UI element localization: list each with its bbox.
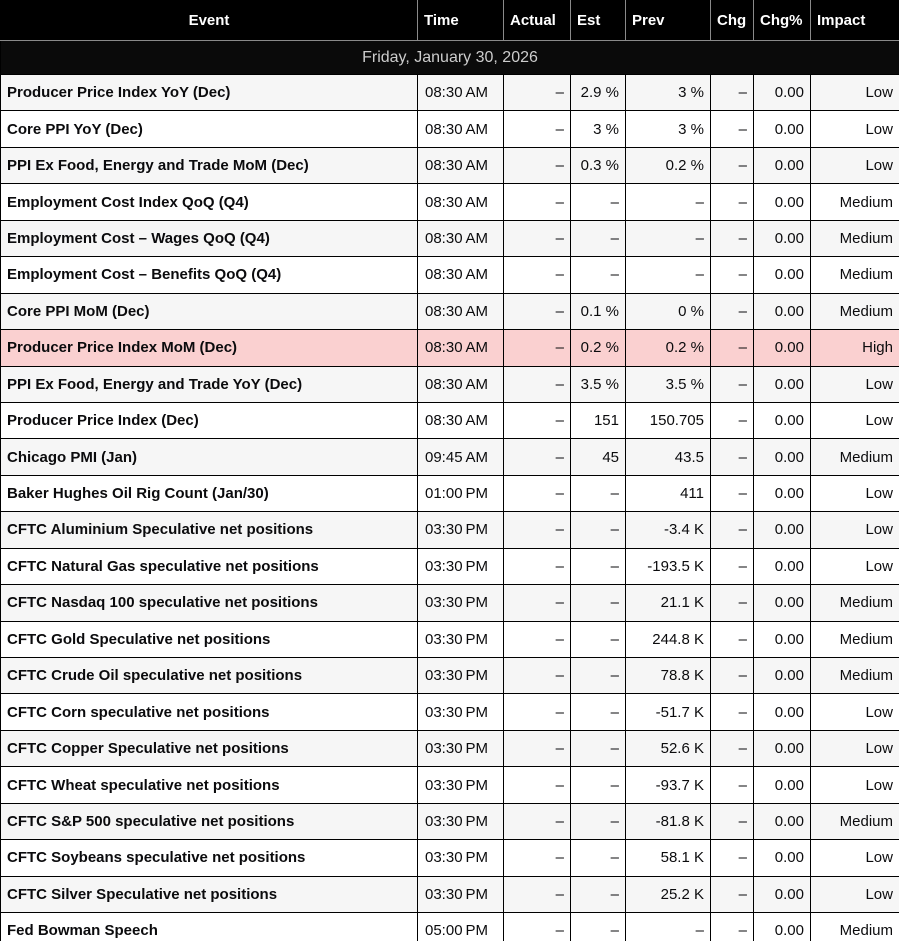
impact-cell: High xyxy=(811,330,899,366)
time-cell: 03:30 PM xyxy=(418,803,504,839)
time-cell: 03:30 PM xyxy=(418,876,504,912)
chg-cell: – xyxy=(711,658,754,694)
est-cell: – xyxy=(571,876,626,912)
event-row[interactable] xyxy=(1,913,899,941)
event-row[interactable] xyxy=(1,111,899,147)
chg-pct-cell: 0.00 xyxy=(754,913,811,941)
impact-cell: Low xyxy=(811,694,899,730)
prev-cell: 21.1 K xyxy=(626,585,711,621)
event-name-cell: Employment Cost – Benefits QoQ (Q4) xyxy=(1,257,418,293)
chg-pct-cell: 0.00 xyxy=(754,184,811,220)
prev-cell: 58.1 K xyxy=(626,840,711,876)
est-cell: 151 xyxy=(571,402,626,438)
impact-cell: Low xyxy=(811,75,899,111)
date-header-row xyxy=(1,41,899,75)
column-header-row xyxy=(1,1,899,41)
event-row[interactable] xyxy=(1,803,899,839)
event-name-cell: Baker Hughes Oil Rig Count (Jan/30) xyxy=(1,475,418,511)
chg-cell: – xyxy=(711,366,754,402)
actual-cell: – xyxy=(504,330,571,366)
event-name-cell: CFTC Corn speculative net positions xyxy=(1,694,418,730)
est-cell: – xyxy=(571,512,626,548)
time-cell: 08:30 AM xyxy=(418,220,504,256)
actual-cell: – xyxy=(504,585,571,621)
chg-cell: – xyxy=(711,475,754,511)
actual-cell: – xyxy=(504,803,571,839)
prev-cell: 411 xyxy=(626,475,711,511)
event-name-cell: CFTC Wheat speculative net positions xyxy=(1,767,418,803)
chg-cell: – xyxy=(711,111,754,147)
column-header-impact[interactable]: Impact xyxy=(811,1,899,41)
actual-cell: – xyxy=(504,75,571,111)
event-name-cell: CFTC S&P 500 speculative net positions xyxy=(1,803,418,839)
event-name-cell: Employment Cost Index QoQ (Q4) xyxy=(1,184,418,220)
event-name-cell: CFTC Soybeans speculative net positions xyxy=(1,840,418,876)
chg-pct-cell: 0.00 xyxy=(754,730,811,766)
chg-pct-cell: 0.00 xyxy=(754,658,811,694)
chg-pct-cell: 0.00 xyxy=(754,803,811,839)
event-name-cell: CFTC Copper Speculative net positions xyxy=(1,730,418,766)
est-cell: – xyxy=(571,913,626,941)
chg-cell: – xyxy=(711,330,754,366)
time-cell: 09:45 AM xyxy=(418,439,504,475)
actual-cell: – xyxy=(504,402,571,438)
est-cell: – xyxy=(571,658,626,694)
time-cell: 08:30 AM xyxy=(418,257,504,293)
event-row[interactable] xyxy=(1,475,899,511)
event-row[interactable] xyxy=(1,585,899,621)
prev-cell: 52.6 K xyxy=(626,730,711,766)
impact-cell: Medium xyxy=(811,439,899,475)
actual-cell: – xyxy=(504,840,571,876)
event-row[interactable] xyxy=(1,184,899,220)
column-header-chg[interactable]: Chg xyxy=(711,1,754,41)
event-row[interactable] xyxy=(1,694,899,730)
time-cell: 08:30 AM xyxy=(418,366,504,402)
chg-cell: – xyxy=(711,75,754,111)
est-cell: – xyxy=(571,730,626,766)
impact-cell: Low xyxy=(811,512,899,548)
est-cell: – xyxy=(571,548,626,584)
column-header-actual[interactable]: Actual xyxy=(504,1,571,41)
chg-pct-cell: 0.00 xyxy=(754,402,811,438)
prev-cell: 25.2 K xyxy=(626,876,711,912)
event-row[interactable] xyxy=(1,840,899,876)
est-cell: 3.5 % xyxy=(571,366,626,402)
event-row[interactable] xyxy=(1,512,899,548)
impact-cell: Low xyxy=(811,475,899,511)
impact-cell: Medium xyxy=(811,293,899,329)
column-header-prev[interactable]: Prev xyxy=(626,1,711,41)
impact-cell: Low xyxy=(811,876,899,912)
prev-cell: 150.705 xyxy=(626,402,711,438)
impact-cell: Medium xyxy=(811,184,899,220)
prev-cell: 43.5 xyxy=(626,439,711,475)
chg-pct-cell: 0.00 xyxy=(754,876,811,912)
actual-cell: – xyxy=(504,730,571,766)
chg-pct-cell: 0.00 xyxy=(754,585,811,621)
time-cell: 03:30 PM xyxy=(418,730,504,766)
time-cell: 01:00 PM xyxy=(418,475,504,511)
chg-pct-cell: 0.00 xyxy=(754,439,811,475)
event-row[interactable] xyxy=(1,548,899,584)
prev-cell: -193.5 K xyxy=(626,548,711,584)
prev-cell: 3 % xyxy=(626,111,711,147)
event-name-cell: Producer Price Index (Dec) xyxy=(1,402,418,438)
actual-cell: – xyxy=(504,512,571,548)
impact-cell: Low xyxy=(811,402,899,438)
actual-cell: – xyxy=(504,621,571,657)
event-row[interactable] xyxy=(1,75,899,111)
time-cell: 08:30 AM xyxy=(418,402,504,438)
chg-cell: – xyxy=(711,512,754,548)
time-cell: 05:00 PM xyxy=(418,913,504,941)
event-name-cell: CFTC Nasdaq 100 speculative net positions xyxy=(1,585,418,621)
chg-cell: – xyxy=(711,767,754,803)
actual-cell: – xyxy=(504,147,571,183)
impact-cell: Medium xyxy=(811,220,899,256)
event-row[interactable] xyxy=(1,220,899,256)
est-cell: 45 xyxy=(571,439,626,475)
event-name-cell: Employment Cost – Wages QoQ (Q4) xyxy=(1,220,418,256)
chg-cell: – xyxy=(711,730,754,766)
prev-cell: 244.8 K xyxy=(626,621,711,657)
chg-cell: – xyxy=(711,803,754,839)
est-cell: – xyxy=(571,621,626,657)
est-cell: 0.2 % xyxy=(571,330,626,366)
time-cell: 08:30 AM xyxy=(418,184,504,220)
event-row[interactable] xyxy=(1,147,899,183)
impact-cell: Low xyxy=(811,840,899,876)
event-row[interactable] xyxy=(1,876,899,912)
impact-cell: Medium xyxy=(811,803,899,839)
est-cell: – xyxy=(571,803,626,839)
chg-cell: – xyxy=(711,293,754,329)
prev-cell: 0 % xyxy=(626,293,711,329)
impact-cell: Low xyxy=(811,147,899,183)
prev-cell: -51.7 K xyxy=(626,694,711,730)
chg-pct-cell: 0.00 xyxy=(754,621,811,657)
time-cell: 03:30 PM xyxy=(418,840,504,876)
est-cell: 0.3 % xyxy=(571,147,626,183)
impact-cell: Low xyxy=(811,730,899,766)
event-rows xyxy=(1,75,899,941)
est-cell: – xyxy=(571,475,626,511)
chg-cell: – xyxy=(711,585,754,621)
time-cell: 08:30 AM xyxy=(418,330,504,366)
actual-cell: – xyxy=(504,658,571,694)
chg-pct-cell: 0.00 xyxy=(754,512,811,548)
chg-cell: – xyxy=(711,548,754,584)
column-header-est[interactable]: Est xyxy=(571,1,626,41)
actual-cell: – xyxy=(504,366,571,402)
impact-cell: Medium xyxy=(811,585,899,621)
prev-cell: 0.2 % xyxy=(626,147,711,183)
time-cell: 03:30 PM xyxy=(418,512,504,548)
actual-cell: – xyxy=(504,293,571,329)
chg-cell: – xyxy=(711,840,754,876)
event-name-cell: Core PPI MoM (Dec) xyxy=(1,293,418,329)
chg-cell: – xyxy=(711,913,754,941)
est-cell: – xyxy=(571,585,626,621)
impact-cell: Medium xyxy=(811,913,899,941)
impact-cell: Medium xyxy=(811,257,899,293)
event-name-cell: Chicago PMI (Jan) xyxy=(1,439,418,475)
time-cell: 08:30 AM xyxy=(418,293,504,329)
event-row[interactable] xyxy=(1,257,899,293)
actual-cell: – xyxy=(504,876,571,912)
est-cell: 0.1 % xyxy=(571,293,626,329)
event-row[interactable] xyxy=(1,730,899,766)
prev-cell: 3 % xyxy=(626,75,711,111)
chg-pct-cell: 0.00 xyxy=(754,840,811,876)
impact-cell: Low xyxy=(811,366,899,402)
event-row[interactable] xyxy=(1,330,899,366)
time-cell: 08:30 AM xyxy=(418,111,504,147)
actual-cell: – xyxy=(504,767,571,803)
column-header-chgpct[interactable]: Chg% xyxy=(754,1,811,41)
date-header: Friday, January 30, 2026 xyxy=(1,41,899,75)
time-cell: 03:30 PM xyxy=(418,621,504,657)
impact-cell: Medium xyxy=(811,658,899,694)
chg-pct-cell: 0.00 xyxy=(754,220,811,256)
actual-cell: – xyxy=(504,184,571,220)
est-cell: – xyxy=(571,694,626,730)
chg-cell: – xyxy=(711,147,754,183)
chg-cell: – xyxy=(711,621,754,657)
column-header-time[interactable]: Time xyxy=(418,1,504,41)
chg-cell: – xyxy=(711,439,754,475)
chg-pct-cell: 0.00 xyxy=(754,330,811,366)
actual-cell: – xyxy=(504,548,571,584)
actual-cell: – xyxy=(504,694,571,730)
event-name-cell: Fed Bowman Speech xyxy=(1,913,418,941)
prev-cell: 0.2 % xyxy=(626,330,711,366)
chg-pct-cell: 0.00 xyxy=(754,293,811,329)
prev-cell: -3.4 K xyxy=(626,512,711,548)
event-row[interactable] xyxy=(1,439,899,475)
event-name-cell: PPI Ex Food, Energy and Trade MoM (Dec) xyxy=(1,147,418,183)
chg-pct-cell: 0.00 xyxy=(754,366,811,402)
impact-cell: Low xyxy=(811,767,899,803)
time-cell: 08:30 AM xyxy=(418,75,504,111)
chg-pct-cell: 0.00 xyxy=(754,111,811,147)
time-cell: 08:30 AM xyxy=(418,147,504,183)
chg-pct-cell: 0.00 xyxy=(754,147,811,183)
prev-cell: – xyxy=(626,184,711,220)
event-row[interactable] xyxy=(1,293,899,329)
event-row[interactable] xyxy=(1,658,899,694)
event-row[interactable] xyxy=(1,366,899,402)
prev-cell: – xyxy=(626,220,711,256)
est-cell: – xyxy=(571,220,626,256)
prev-cell: – xyxy=(626,913,711,941)
event-name-cell: CFTC Aluminium Speculative net positions xyxy=(1,512,418,548)
event-row[interactable] xyxy=(1,621,899,657)
prev-cell: – xyxy=(626,257,711,293)
time-cell: 03:30 PM xyxy=(418,694,504,730)
impact-cell: Medium xyxy=(811,621,899,657)
event-name-cell: Producer Price Index MoM (Dec) xyxy=(1,330,418,366)
event-name-cell: Core PPI YoY (Dec) xyxy=(1,111,418,147)
event-name-cell: CFTC Gold Speculative net positions xyxy=(1,621,418,657)
chg-cell: – xyxy=(711,876,754,912)
chg-pct-cell: 0.00 xyxy=(754,475,811,511)
chg-cell: – xyxy=(711,184,754,220)
chg-pct-cell: 0.00 xyxy=(754,767,811,803)
actual-cell: – xyxy=(504,111,571,147)
actual-cell: – xyxy=(504,475,571,511)
impact-cell: Low xyxy=(811,548,899,584)
time-cell: 03:30 PM xyxy=(418,548,504,584)
chg-cell: – xyxy=(711,694,754,730)
time-cell: 03:30 PM xyxy=(418,658,504,694)
event-row[interactable] xyxy=(1,767,899,803)
prev-cell: 78.8 K xyxy=(626,658,711,694)
chg-cell: – xyxy=(711,402,754,438)
prev-cell: -93.7 K xyxy=(626,767,711,803)
event-name-cell: CFTC Silver Speculative net positions xyxy=(1,876,418,912)
est-cell: – xyxy=(571,184,626,220)
est-cell: – xyxy=(571,257,626,293)
event-name-cell: Producer Price Index YoY (Dec) xyxy=(1,75,418,111)
chg-pct-cell: 0.00 xyxy=(754,257,811,293)
actual-cell: – xyxy=(504,220,571,256)
chg-pct-cell: 0.00 xyxy=(754,694,811,730)
est-cell: 3 % xyxy=(571,111,626,147)
column-header-event[interactable]: Event xyxy=(1,1,418,41)
event-row[interactable] xyxy=(1,402,899,438)
prev-cell: 3.5 % xyxy=(626,366,711,402)
event-name-cell: CFTC Natural Gas speculative net positions xyxy=(1,548,418,584)
impact-cell: Low xyxy=(811,111,899,147)
calendar-header xyxy=(1,1,899,75)
chg-pct-cell: 0.00 xyxy=(754,75,811,111)
event-name-cell: CFTC Crude Oil speculative net positions xyxy=(1,658,418,694)
chg-cell: – xyxy=(711,220,754,256)
est-cell: – xyxy=(571,767,626,803)
actual-cell: – xyxy=(504,257,571,293)
time-cell: 03:30 PM xyxy=(418,767,504,803)
prev-cell: -81.8 K xyxy=(626,803,711,839)
time-cell: 03:30 PM xyxy=(418,585,504,621)
event-name-cell: PPI Ex Food, Energy and Trade YoY (Dec) xyxy=(1,366,418,402)
actual-cell: – xyxy=(504,439,571,475)
actual-cell: – xyxy=(504,913,571,941)
est-cell: – xyxy=(571,840,626,876)
chg-cell: – xyxy=(711,257,754,293)
chg-pct-cell: 0.00 xyxy=(754,548,811,584)
est-cell: 2.9 % xyxy=(571,75,626,111)
